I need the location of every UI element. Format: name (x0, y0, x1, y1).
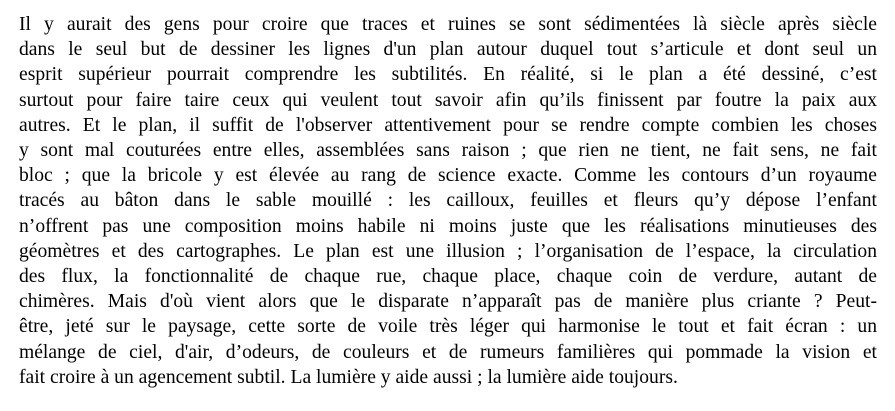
paragraph-line: chimères. Mais d'où vient alors que le disparate n’apparaît pas de manière plus criante ? Peut- (19, 291, 877, 313)
paragraph-line: autres. Et le plan, il suffit de l'observer attentivement pour se rendre compte combien les choses (19, 114, 877, 136)
paragraph-line: géomètres et des cartographes. Le plan est une illusion ; l’organisation de l’espace, la circulation (19, 240, 877, 262)
paragraph-line: bloc ; que la bricole y est élevée au rang de science exacte. Comme les contours d’un royaume (19, 165, 877, 187)
paragraph-line: tracés au bâton dans le sable mouillé : les cailloux, feuilles et fleurs qu’y dépose l’enfant (19, 190, 877, 212)
paragraph-line: des flux, la fonctionnalité de chaque rue, chaque place, chaque coin de verdure, autant de (19, 266, 877, 288)
paragraph-line: être, jeté sur le paysage, cette sorte de voile très léger qui harmonise le tout et fait écran : un (19, 316, 877, 338)
paragraph-line: mélange de ciel, d'air, d’odeurs, de couleurs et de rumeurs familières qui pommade la vision et (19, 341, 877, 363)
body-paragraph (19, 12, 877, 390)
paragraph-line: esprit supérieur pourrait comprendre les subtilités. En réalité, si le plan a été dessiné, c’est (19, 64, 877, 86)
paragraph-line: n’offrent pas une composition moins habile ni moins juste que les réalisations minutieuses des (19, 215, 877, 237)
paragraph-line: Il y aurait des gens pour croire que traces et ruines se sont sédimentées là siècle après siècle (19, 14, 877, 35)
paragraph-line: surtout pour faire taire ceux qui veulent tout savoir afin qu’ils finissent par foutre la paix aux (19, 89, 877, 111)
paragraph-line: y sont mal couturées entre elles, assemblées sans raison ; que rien ne tient, ne fait sens, ne fait (19, 140, 877, 162)
paragraph-line: dans le seul but de dessiner les lignes d'un plan autour duquel tout s’articule et dont seul un (19, 39, 877, 61)
paragraph-line-last: fait croire à un agencement subtil. La lumière y aide aussi ; la lumière aide toujours. (19, 366, 678, 388)
